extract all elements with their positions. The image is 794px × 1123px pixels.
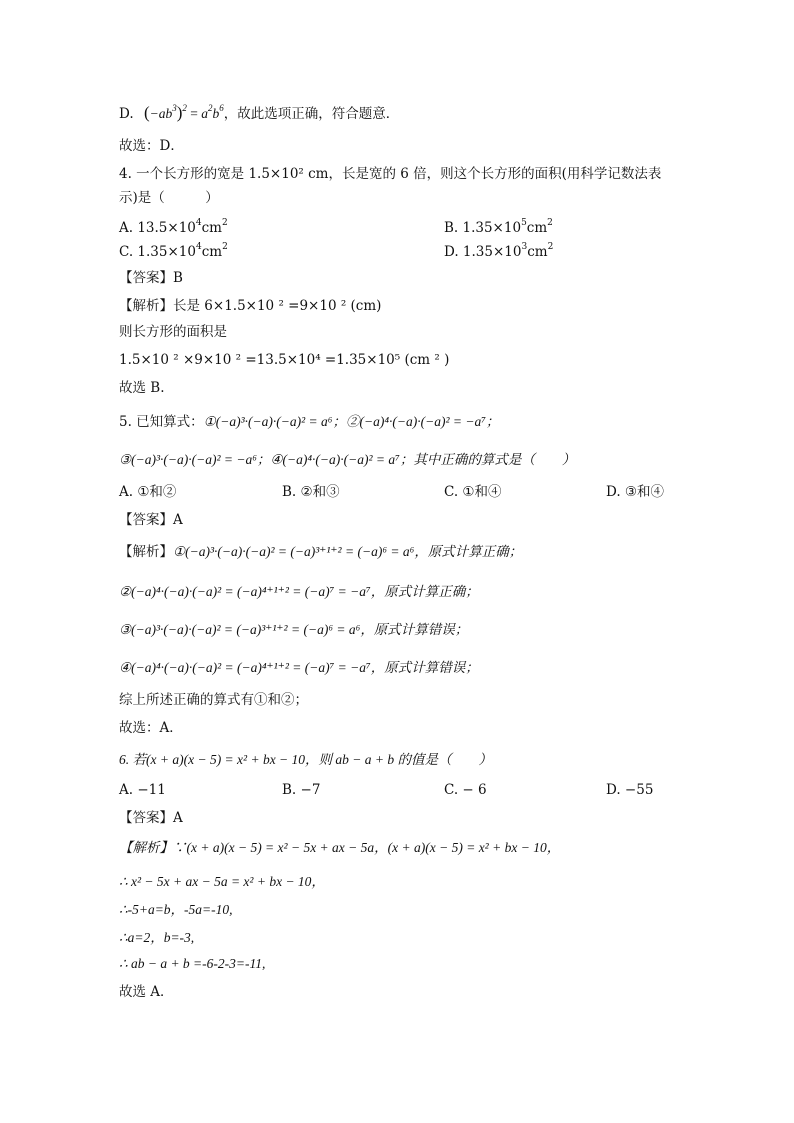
- q6-explanation-line4: ∴a=2，b=-3,: [119, 930, 195, 945]
- prev-option-d-line: [119, 103, 399, 124]
- q5-stem-line2: [119, 450, 575, 470]
- q4-option-b: B. $1.35\times 10^5cm^2$: [444, 218, 553, 236]
- q6-choice: 故选 A．: [119, 984, 174, 1000]
- q5-explanation-line3: ③(−a)³·(−a)·(−a)² = (−a)³⁺¹⁺² = (−a)⁶ = a⁶，原式计算错误；: [119, 622, 469, 637]
- q6-answer: 【答案】A: [119, 810, 183, 826]
- q4-option-c: C. $1.35\times 10^4cm^2$: [119, 242, 228, 260]
- q4-answer: 【答案】B: [119, 270, 183, 286]
- q5-explanation-line1: 【解析】①(−a)³·(−a)·(−a)² = (−a)³⁺¹⁺² = (−a)⁶ = a⁶，原式计算正确；: [119, 544, 523, 560]
- q4-explanation-line2: 则长方形的面积是: [119, 324, 227, 340]
- q5-formulas-3-4: ③(−a)³·(−a)·(−a)² = −a⁶；④(−a)⁴·(−a)·(−a)² = a⁷；其中正确的算式是（ ）: [119, 452, 576, 467]
- q5-option-d: D. ③和④: [606, 484, 665, 500]
- q6-option-b: B. −7: [282, 782, 321, 798]
- q5-explanation-line2: ②(−a)⁴·(−a)·(−a)² = (−a)⁴⁺¹⁺² = (−a)⁷ = −a⁷，原式计算正确；: [119, 584, 479, 599]
- q5-summary: 综上所述正确的算式有①和②；: [119, 692, 308, 708]
- q5-option-b: B. ②和③: [282, 484, 340, 500]
- q4-option-a: A. $13.5\times 10^4cm^2$: [119, 218, 228, 236]
- q6-explanation-line3: ∴-5+a=b，-5a=-10,: [119, 902, 233, 917]
- prev-d-label: D.: [119, 106, 134, 122]
- q5-answer: 【答案】A: [119, 512, 183, 528]
- q5-explanation-line4: ④(−a)⁴·(−a)·(−a)² = (−a)⁴⁺¹⁺² = (−a)⁷ = −a⁷，原式计算错误；: [119, 660, 479, 675]
- q4-stem-line2: 示)是（ ）: [119, 190, 219, 206]
- q6-option-a: A. −11: [119, 782, 166, 798]
- q5-stem-line1: 5. 已知算式：①(−a)³·(−a)·(−a)² = a⁶；②(−a)⁴·(−a)·(−a)² = −a⁷；: [119, 414, 500, 430]
- prev-d-expression: $(-ab^3)^2 = a^2b^6$: [143, 103, 224, 122]
- q6-explanation-line5: ∴ ab − a + b =-6-2-3=-11,: [119, 956, 266, 971]
- q5-option-a: A. ①和②: [119, 484, 177, 500]
- q6-explanation-line2: ∴ x² − 5x + ax − 5a = x² + bx − 10，: [119, 874, 325, 889]
- q6-explanation-line1: 【解析】∵(x + a)(x − 5) = x² − 5x + ax − 5a，(x + a)(x − 5) = x² + bx − 10，: [119, 840, 561, 855]
- q6-option-c: C. − 6: [444, 782, 487, 798]
- q4-option-d: D. $1.35\times 10^3cm^2$: [444, 242, 554, 260]
- q6-stem: 6. 若(x + a)(x − 5) = x² + bx − 10，则 ab − a + b 的值是（ ）: [119, 752, 493, 767]
- q5-option-c: C. ①和④: [444, 484, 502, 500]
- q5-choice: 故选：A．: [119, 720, 183, 736]
- q6-option-d: D. −55: [606, 782, 654, 798]
- q4-choice: 故选 B.: [119, 380, 165, 396]
- prev-d-text: ，故此选项正确，符合题意．: [223, 106, 400, 122]
- q5-formulas-1-2: ①(−a)³·(−a)·(−a)² = a⁶；②(−a)⁴·(−a)·(−a)² = −a⁷；: [203, 414, 500, 429]
- q4-explanation-line1: 【解析】长是 6×1.5×10 ² =9×10 ² (cm): [119, 298, 382, 314]
- q4-explanation-line3: 1.5×10 ² ×9×10 ² =13.5×10⁴ =1.35×10⁵ (cm ² ): [119, 352, 450, 368]
- q4-stem-line1: 4. 一个长方形的宽是 1.5×10² cm，长是宽的 6 倍，则这个长方形的面积(用科学记数法表: [119, 166, 662, 182]
- prev-choice: 故选：D．: [119, 138, 184, 154]
